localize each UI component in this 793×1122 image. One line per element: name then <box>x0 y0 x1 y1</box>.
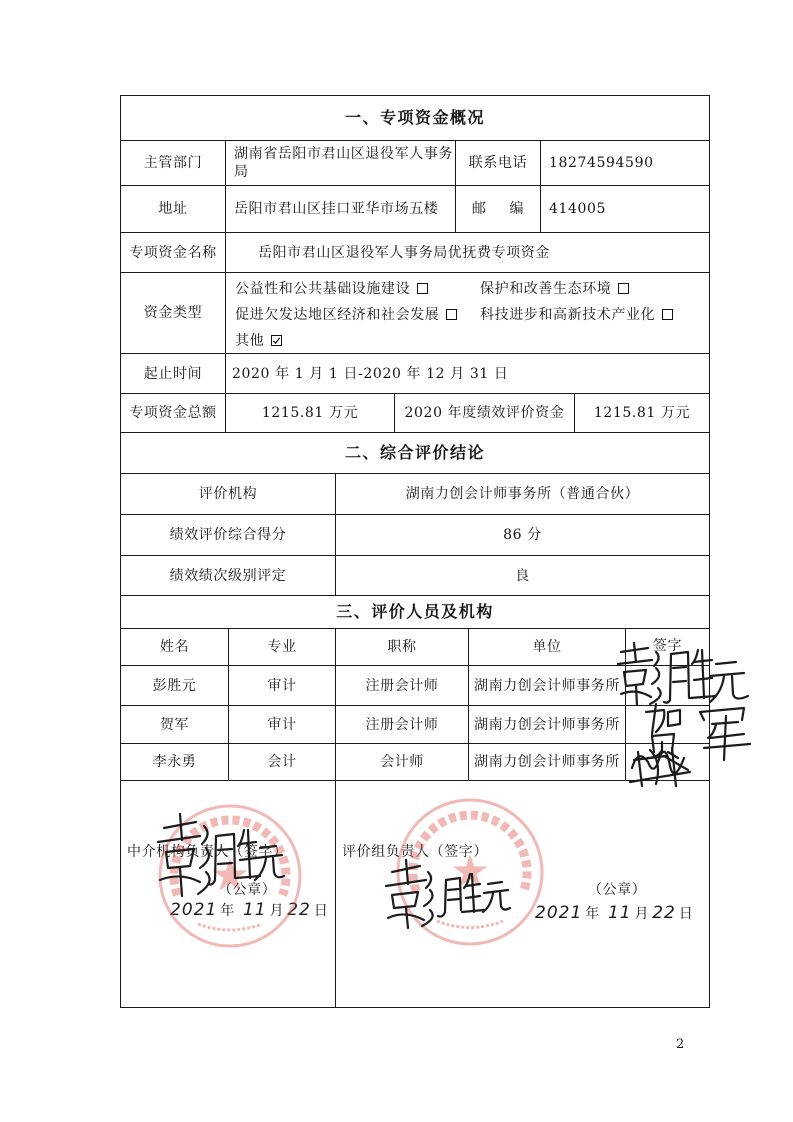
eval-fund-label: 2020 年度绩效评价资金 <box>395 394 575 432</box>
person-major: 会计 <box>229 744 336 780</box>
agency-date-day-unit: 日 <box>313 903 329 919</box>
fund-type-option-public-infrastructure <box>235 280 428 298</box>
fund-type-option-label: 保护和改善生态环境 <box>480 281 612 297</box>
period-label: 起止时间 <box>121 354 226 393</box>
fund-type-option-label: 其他 <box>235 333 265 349</box>
signoff-row <box>121 781 709 1007</box>
person-unit: 湖南力创会计师事务所 <box>469 706 626 743</box>
fund-type-option-ecology <box>480 280 629 298</box>
signature-row1-handwriting-stroke <box>710 676 724 702</box>
col-header-sign: 签字 <box>652 638 683 654</box>
address-label: 地址 <box>121 186 226 232</box>
person-sign-cell <box>626 744 709 780</box>
phone-value: 18274594590 <box>549 155 654 171</box>
agency-value: 湖南力创会计师事务所（普通合伙） <box>405 486 640 502</box>
agency-date-day: 22 <box>287 900 311 920</box>
grade-row <box>121 556 709 596</box>
agency-head-label: 中介机构负责人（签字） <box>127 844 288 860</box>
agency-date-month: 11 <box>242 900 267 920</box>
team-date-month-unit: 月 <box>634 906 650 922</box>
team-date-year-unit: 年 <box>585 906 600 922</box>
postcode-value: 414005 <box>549 201 607 217</box>
postcode-label: 邮 编 <box>456 186 541 232</box>
checkbox-checked-icon-stroke-stroke <box>273 338 279 344</box>
fund-type-option-label: 公益性和公共基础设施建设 <box>235 281 411 297</box>
table-row <box>121 706 709 744</box>
agency-date-year-unit: 年 <box>220 903 235 919</box>
fund-name-value: 岳阳市君山区退役军人事务局优抚费专项资金 <box>258 244 550 261</box>
address-value: 岳阳市君山区挂口亚华市场五楼 <box>226 186 456 232</box>
checkbox-icon <box>417 283 428 294</box>
fund-type-option-technology <box>480 306 673 324</box>
person-sign-cell <box>626 666 709 705</box>
fund-type-label: 资金类型 <box>121 273 226 353</box>
signature-row1-handwriting-stroke <box>716 662 736 664</box>
team-date-day: 22 <box>652 903 676 923</box>
fund-type-row <box>121 273 709 354</box>
person-major: 审计 <box>229 706 336 743</box>
personnel-header-row <box>121 629 709 666</box>
section2-header-row <box>121 433 709 474</box>
eval-fund-value: 1215.81 万元 <box>593 405 691 421</box>
period-row <box>121 354 709 394</box>
team-seal-label: （公章） <box>588 882 647 898</box>
grade-value: 良 <box>515 567 530 584</box>
address-row <box>121 186 709 233</box>
fund-type-option-label: 促进欠发达地区经济和社会发展 <box>235 307 440 323</box>
total-value: 1215.81 万元 <box>226 394 395 432</box>
person-name: 李永勇 <box>121 744 229 780</box>
score-row <box>121 515 709 556</box>
section1-title: 一、专项资金概况 <box>344 108 485 127</box>
col-header-major: 专业 <box>229 629 336 665</box>
signature-row1-handwriting-stroke <box>710 673 744 676</box>
person-name: 贺军 <box>121 706 229 743</box>
total-label: 专项资金总额 <box>121 394 226 432</box>
score-value: 86 分 <box>503 527 542 543</box>
checkbox-icon <box>446 309 457 320</box>
person-title: 会计师 <box>336 744 469 780</box>
checkbox-checked-icon <box>271 335 282 346</box>
col-header-unit: 单位 <box>469 629 626 665</box>
grade-label: 绩效绩次级别评定 <box>121 556 336 595</box>
table-row <box>121 666 709 706</box>
fund-type-option-other <box>235 332 282 350</box>
team-head-label: 评价组负责人（签字） <box>342 844 488 860</box>
agency-row <box>121 474 709 515</box>
phone-label: 联系电话 <box>456 141 541 185</box>
period-value: 2020 年 1 月 1 日-2020 年 12 月 31 日 <box>232 365 509 382</box>
section3-title: 三、评价人员及机构 <box>336 602 494 621</box>
col-header-name: 姓名 <box>121 629 229 665</box>
agency-date <box>170 901 331 920</box>
team-date-month: 11 <box>607 903 632 923</box>
team-date-day-unit: 日 <box>678 906 694 922</box>
fund-name-label: 专项资金名称 <box>121 233 226 272</box>
dept-row <box>121 141 709 186</box>
section2-title: 二、综合评价结论 <box>344 443 485 462</box>
dept-label: 主管部门 <box>121 141 226 185</box>
agency-date-month-unit: 月 <box>269 903 285 919</box>
person-title: 注册会计师 <box>336 666 469 705</box>
agency-date-year: 2021 <box>170 900 218 920</box>
fund-type-option-label: 科技进步和高新技术产业化 <box>480 307 656 323</box>
signature-row2-handwriting-stroke <box>724 716 726 760</box>
dept-value: 湖南省岳阳市君山区退役军人事务局 <box>226 141 456 185</box>
evaluation-form-table <box>120 95 710 1008</box>
fund-type-options <box>226 273 709 353</box>
section3-header-row <box>121 596 709 629</box>
team-date <box>535 904 696 923</box>
team-date-year: 2021 <box>535 903 583 923</box>
col-header-title: 职称 <box>336 629 469 665</box>
person-sign-cell <box>626 706 709 743</box>
checkbox-icon <box>662 309 673 320</box>
agency-label: 评价机构 <box>121 474 336 514</box>
table-row <box>121 744 709 781</box>
score-label: 绩效评价综合得分 <box>121 515 336 555</box>
signature-row1-handwriting-stroke <box>732 676 748 699</box>
person-unit: 湖南力创会计师事务所 <box>469 744 626 780</box>
person-major: 审计 <box>229 666 336 705</box>
signature-row2-handwriting-stroke <box>704 744 750 748</box>
fund-type-option-underdeveloped-regions <box>235 306 457 324</box>
agency-signoff-cell <box>121 781 336 1007</box>
checkbox-icon <box>618 283 629 294</box>
page-number: 2 <box>676 1037 685 1052</box>
person-name: 彭胜元 <box>121 666 229 705</box>
signature-row2-handwriting-stroke <box>710 734 744 738</box>
person-unit: 湖南力创会计师事务所 <box>469 666 626 705</box>
team-signoff-cell <box>336 781 709 1007</box>
signature-row2-handwriting-stroke <box>712 722 738 724</box>
person-title: 注册会计师 <box>336 706 469 743</box>
total-row <box>121 394 709 433</box>
checkbox-checked-icon-stroke <box>271 335 282 346</box>
agency-seal-label: （公章） <box>218 882 277 898</box>
fund-name-row <box>121 233 709 273</box>
section1-header-row <box>121 96 709 141</box>
